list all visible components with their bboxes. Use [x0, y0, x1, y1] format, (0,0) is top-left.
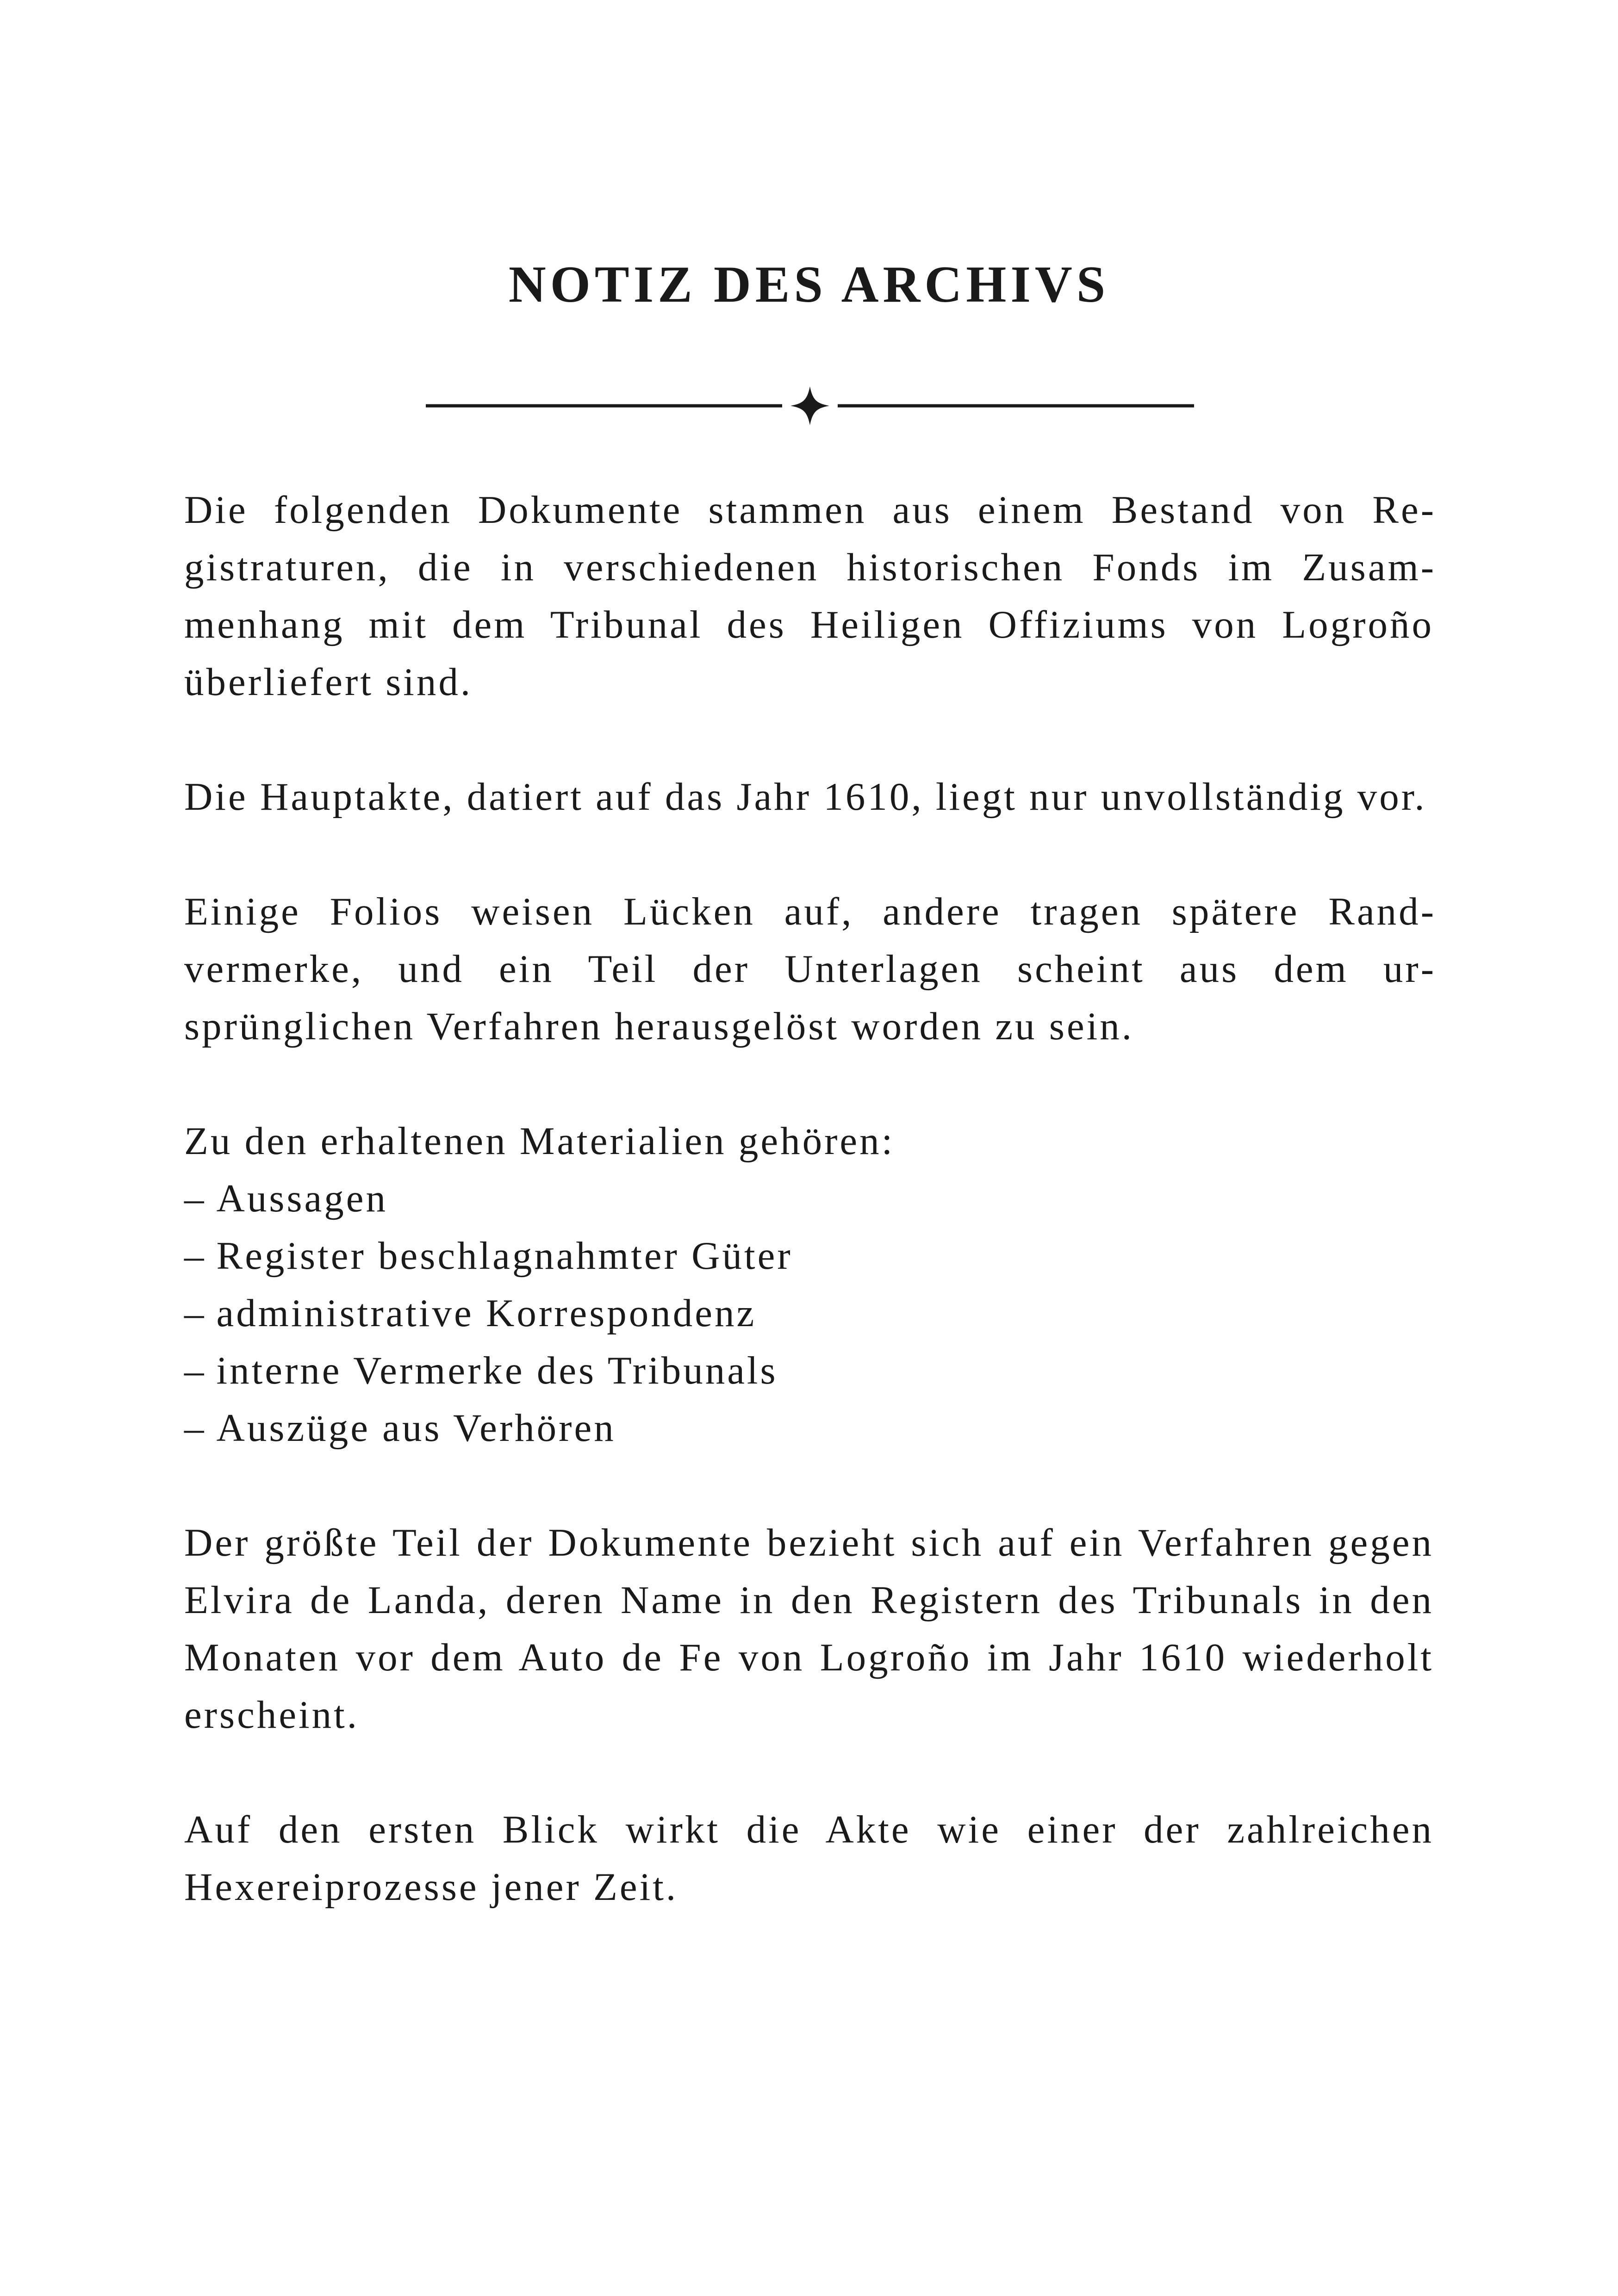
list-item-text: interne Vermerke des Tribunals — [216, 1349, 778, 1392]
list-item — [184, 1227, 1434, 1285]
list-item — [184, 1285, 1434, 1342]
list-item — [184, 1170, 1434, 1227]
list-item-text: administrative Korrespondenz — [216, 1291, 757, 1335]
note-body — [184, 481, 1434, 1973]
list-dash: – — [184, 1291, 206, 1335]
paragraph-provenance: Die folgenden Dokumente stammen aus einem Bestand von Registraturen, die in verschiedenen historischen Fonds im Zusammenhang mit dem Tribunal des Heiligen Offiziums von Logroño überliefert sind. — [184, 488, 1434, 704]
list-dash: – — [184, 1406, 206, 1450]
paragraph-proceedings: Der größte Teil der Dokumente bezieht sich auf ein Verfahren gegen Elvira de Landa, deren Name in den Registern des Tribunals in den Monaten vor dem Auto de Fe von Logroño im Jahr 1610 wiederholt erscheint. — [184, 1521, 1434, 1737]
list-item-text: Aussagen — [216, 1177, 388, 1220]
paragraph-first-glance: Auf den ersten Blick wirkt die Akte wie einer der zahlreichen Hexereiprozesse jener Zeit. — [184, 1808, 1434, 1909]
paragraph-condition: Einige Folios weisen Lücken auf, andere tragen spätere Randvermerke, und ein Teil der Unterlagen scheint aus dem ursprünglichen Verfahren herausgelöst worden zu sein. — [184, 890, 1434, 1048]
materials-list — [184, 1170, 1434, 1457]
materials-lead: Zu den erhaltenen Materialien gehören: — [184, 1119, 895, 1163]
list-dash: – — [184, 1177, 206, 1220]
four-point-star-icon — [790, 386, 829, 425]
list-item-text: Register beschlagnahmter Güter — [216, 1234, 793, 1278]
ornament-divider — [426, 379, 1194, 430]
ornament-svg — [426, 379, 1194, 430]
list-item-text: Auszüge aus Verhören — [216, 1406, 616, 1450]
list-item — [184, 1399, 1434, 1457]
paragraph-main-file: Die Hauptakte, datiert auf das Jahr 1610, liegt nur unvollständig vor. — [184, 775, 1427, 819]
list-dash: – — [184, 1349, 206, 1392]
list-item — [184, 1342, 1434, 1399]
list-dash: – — [184, 1234, 206, 1278]
page-title: NOTIZ DES ARCHIVS — [508, 256, 1110, 314]
